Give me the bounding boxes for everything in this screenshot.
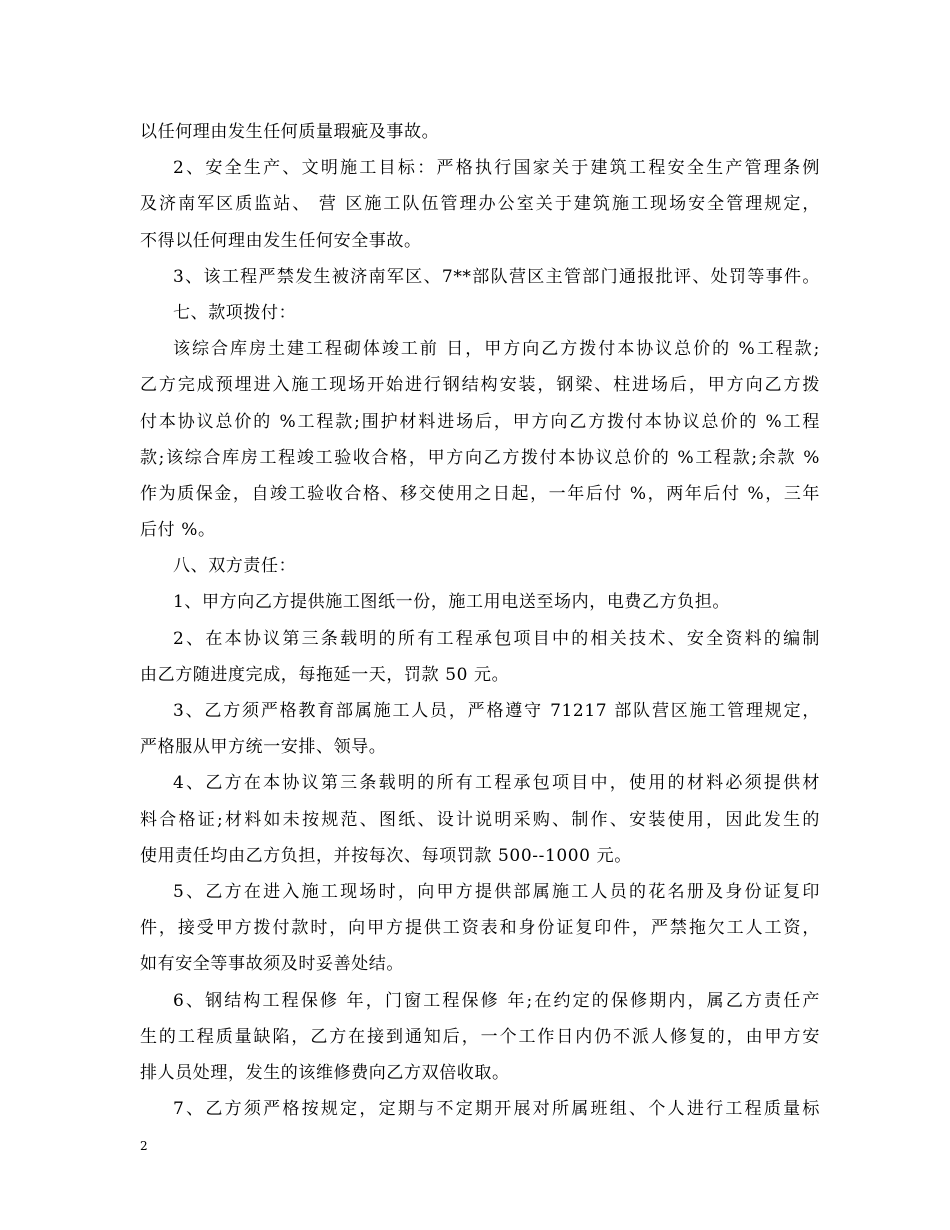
text-line: 如有安全等事故须及时妥善处结。 xyxy=(140,954,404,975)
text-line: 使用责任均由乙方负担，并按每次、每项罚款 500--1000 元。 xyxy=(140,845,632,866)
text-line: 严格服从甲方统一安排、领导。 xyxy=(140,737,387,758)
text-line: 5、乙方在进入施工现场时，向甲方提供部属施工人员的花名册及身份证复印 xyxy=(173,881,820,902)
text-line: 该综合库房土建工程砌体竣工前 日，甲方向乙方拨付本协议总价的 %工程款; xyxy=(173,339,820,360)
text-line: 1、甲方向乙方提供施工图纸一份，施工用电送至场内，电费乙方负担。 xyxy=(173,592,731,613)
text-line: 7、乙方须严格按规定，定期与不定期开展对所属班组、个人进行工程质量标 xyxy=(173,1099,820,1120)
text-line: 4、乙方在本协议第三条载明的所有工程承包项目中，使用的材料必须提供材 xyxy=(173,773,820,794)
text-line: 以任何理由发生任何质量瑕疵及事故。 xyxy=(140,122,440,142)
text-line: 件，接受甲方拨付款时，向甲方提供工资表和身份证复印件，严禁拖欠工人工资， xyxy=(140,918,820,939)
text-line: 3、该工程严禁发生被济南军区、7**部队营区主管部门通报批评、处罚等事件。 xyxy=(173,266,820,287)
page-number: 2 xyxy=(140,1139,148,1153)
text-line: 2、安全生产、文明施工目标：严格执行国家关于建筑工程安全生产管理条例 xyxy=(173,158,820,179)
text-line: 2、在本协议第三条载明的所有工程承包项目中的相关技术、安全资料的编制 xyxy=(173,628,820,649)
text-line: 不得以任何理由发生任何安全事故。 xyxy=(140,230,422,251)
text-line: 及济南军区质监站、 营 区施工队伍管理办公室关于建筑施工现场安全管理规定， xyxy=(140,194,820,215)
text-line: 由乙方随进度完成，每拖延一天，罚款 50 元。 xyxy=(140,664,510,685)
text-line: 排人员处理，发生的该维修费向乙方双倍收取。 xyxy=(140,1062,510,1083)
text-line: 后付 %。 xyxy=(140,520,216,541)
text-line: 6、钢结构工程保修 年，门窗工程保修 年;在约定的保修期内，属乙方责任产 xyxy=(173,990,820,1011)
section-heading: 七、款项拨付： xyxy=(173,302,297,323)
document-body xyxy=(140,114,820,1127)
text-line: 料合格证;材料如未按规范、图纸、设计说明采购、制作、安装使用，因此发生的 xyxy=(140,809,820,830)
text-line: 款;该综合库房工程竣工验收合格，甲方向乙方拨付本协议总价的 %工程款;余款 % xyxy=(140,447,820,468)
section-heading: 八、双方责任： xyxy=(173,556,297,577)
text-line: 付本协议总价的 %工程款;围护材料进场后，甲方向乙方拨付本协议总价的 %工程 xyxy=(140,411,820,432)
text-line: 3、乙方须严格教育部属施工人员，严格遵守 71217 部队营区施工管理规定， xyxy=(173,701,820,721)
text-line: 乙方完成预埋进入施工现场开始进行钢结构安装，钢梁、柱进场后，甲方向乙方拨 xyxy=(140,375,820,396)
text-line: 作为质保金，自竣工验收合格、移交使用之日起，一年后付 %，两年后付 %，三年 xyxy=(140,483,820,504)
text-line: 生的工程质量缺陷，乙方在接到通知后，一个工作日内仍不派人修复的，由甲方安 xyxy=(140,1026,820,1047)
